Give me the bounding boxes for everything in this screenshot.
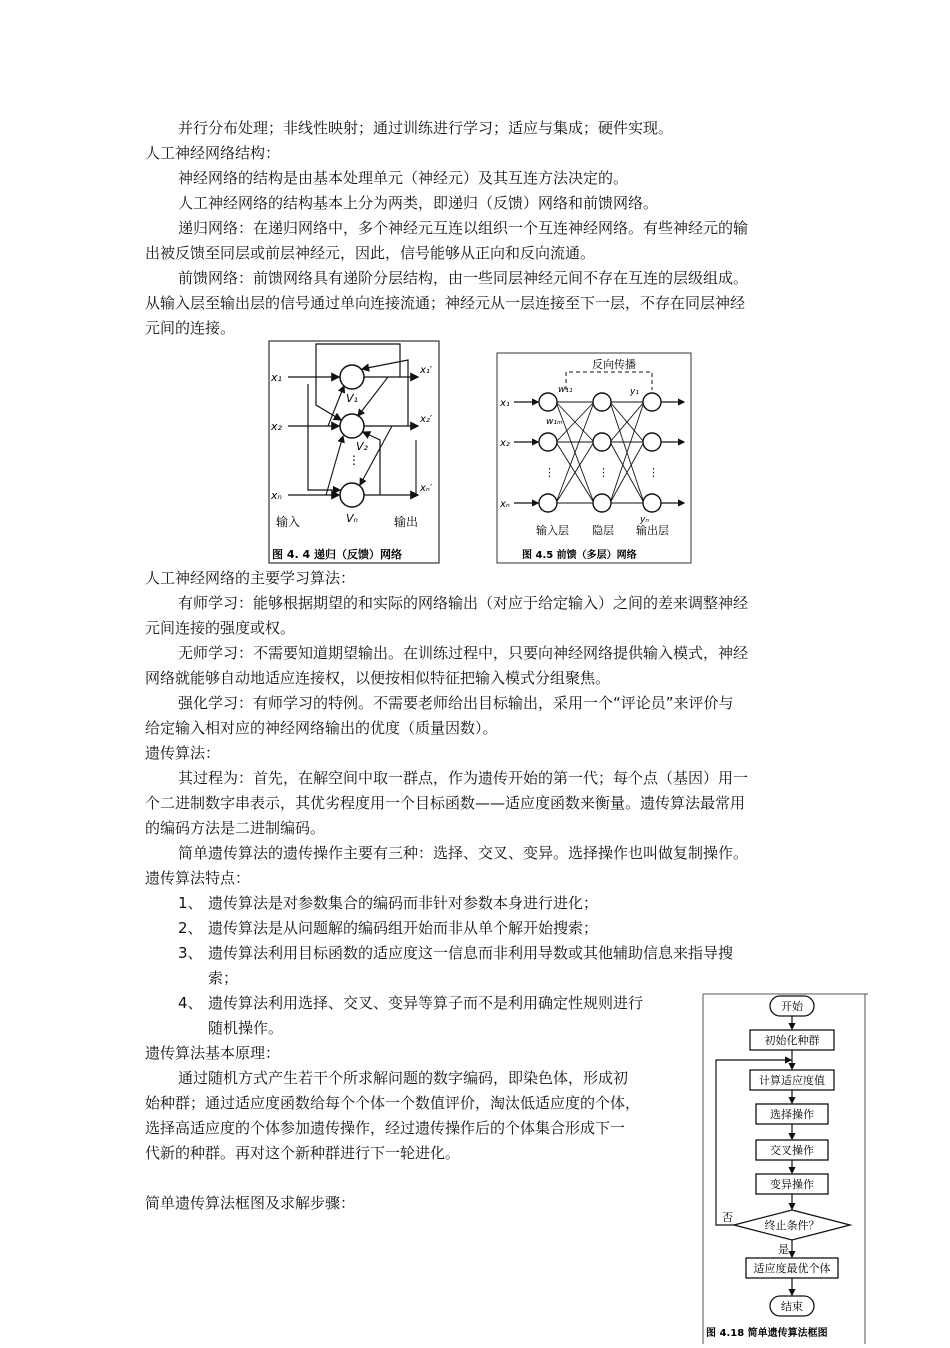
label-yn: yₙ — [640, 515, 649, 525]
label-ff-x2: x₂ — [500, 438, 510, 449]
feedforward-network-diagram — [496, 352, 692, 564]
heading-ga-features: 遗传算法特点： — [145, 869, 251, 887]
flow-mutate-label: 变异操作 — [770, 1178, 814, 1191]
list-item-3-text-cont: 索； — [208, 969, 239, 987]
list-item-2-number: 2、 — [178, 919, 203, 937]
label-v1: V₁ — [346, 392, 358, 405]
caption-fig-4-5: 图 4.5 前馈（多层）网络 — [522, 550, 637, 561]
label-ff-x1: x₁ — [500, 398, 510, 409]
flow-init-label: 初始化种群 — [764, 1034, 820, 1047]
paragraph-reinforcement-2: 给定输入相对应的神经网络输出的优度（质量因数）。 — [145, 719, 498, 737]
label-x1-out: x₁′ — [420, 365, 433, 376]
flow-cross-label: 交叉操作 — [770, 1144, 814, 1157]
label-w11: w₁₁ — [558, 385, 573, 395]
caption-fig-4-4: 图 4. 4 递归（反馈）网络 — [272, 548, 402, 561]
heading-ga: 遗传算法： — [145, 744, 221, 762]
paragraph-ga-process-2: 个二进制数字串表示，其优劣程度用一个目标函数——适应度函数来衡量。遗传算法最常用 — [145, 794, 746, 812]
label-input: 输入 — [276, 515, 301, 529]
paragraph-feedforward-2: 从输入层至输出层的信号通过单向连接流通；神经元从一层连接至下一层，不存在同层神经 — [145, 294, 746, 312]
label-v2: V₂ — [356, 440, 368, 453]
label-dots-in: ⋮ — [544, 466, 555, 479]
paragraph-reinforcement-1: 强化学习：有师学习的特例。不需要老师给出目标输出，采用一个“评论员”来评价与 — [178, 694, 734, 712]
label-dots-hidden: ⋮ — [598, 466, 609, 479]
flow-best-label: 适应度最优个体 — [753, 1262, 831, 1275]
label-xn: xₙ — [271, 489, 282, 502]
label-ff-xn: xₙ — [500, 499, 510, 510]
list-item-3-text: 遗传算法利用目标函数的适应度这一信息而非利用导数或其他辅助信息来指导搜 — [208, 944, 734, 962]
paragraph-principle-4: 代新的种群。再对这个新种群进行下一轮进化。 — [145, 1144, 461, 1162]
label-layer-output: 输出层 — [636, 524, 669, 537]
list-item-4-text: 遗传算法利用选择、交叉、变异等算子而不是利用确定性规则进行 — [208, 994, 644, 1012]
label-xn-out: xₙ′ — [420, 483, 433, 494]
paragraph-ga-operations: 简单遗传算法的遗传操作主要有三种：选择、交叉、变异。选择操作也叫做复制操作。 — [178, 844, 749, 862]
list-item-2-text: 遗传算法是从问题解的编码组开始而非从单个解开始搜索； — [208, 919, 599, 937]
heading-structure: 人工神经网络结构： — [145, 144, 281, 162]
flow-start-label: 开始 — [781, 1000, 803, 1013]
label-y1: y₁ — [630, 387, 639, 397]
figure-feedforward-network — [496, 352, 692, 564]
flow-no-label: 否 — [722, 1211, 733, 1224]
paragraph-principle-3: 选择高适应度的个体参加遗传操作，经过遗传操作后的个体集合形成下一 — [145, 1119, 626, 1137]
label-layer-hidden: 隐层 — [592, 524, 614, 537]
paragraph-recurrent-2: 出被反馈至同层或前层神经元，因此，信号能够从正向和反向流通。 — [145, 244, 596, 262]
paragraph-unsupervised-2: 网络就能够自动地适应连接权，以便按相似特征把输入模式分组聚焦。 — [145, 669, 611, 687]
paragraph-ga-process-3: 的编码方法是二进制编码。 — [145, 819, 326, 837]
list-item-4-text-cont: 随机操作。 — [208, 1019, 284, 1037]
list-item-1-text: 遗传算法是对参数集合的编码而非针对参数本身进行进化； — [208, 894, 599, 912]
label-vn: Vₙ — [346, 512, 358, 525]
label-x2: x₂ — [271, 420, 282, 433]
paragraph-unsupervised-1: 无师学习：不需要知道期望输出。在训练过程中，只要向神经网络提供输入模式，神经 — [178, 644, 749, 662]
paragraph-ga-process-1: 其过程为：首先，在解空间中取一群点，作为遗传开始的第一代；每个点（基因）用一 — [178, 769, 749, 787]
label-backprop: 反向传播 — [592, 358, 636, 371]
figure-ga-flowchart — [702, 992, 868, 1344]
caption-fig-4-18: 图 4.18 简单遗传算法框图 — [706, 1328, 828, 1339]
heading-ga-principle: 遗传算法基本原理： — [145, 1044, 281, 1062]
recurrent-network-diagram — [268, 340, 440, 564]
paragraph-supervised-1: 有师学习：能够根据期望的和实际的网络输出（对应于给定输入）之间的差来调整神经 — [178, 594, 749, 612]
heading-ga-steps: 简单遗传算法框图及求解步骤： — [145, 1194, 356, 1212]
flow-yes-label: 是 — [778, 1243, 789, 1256]
flow-select-label: 选择操作 — [770, 1108, 814, 1121]
heading-learning: 人工神经网络的主要学习算法： — [145, 569, 356, 587]
flow-condition-label: 终止条件？ — [764, 1219, 820, 1232]
paragraph-feedforward-1: 前馈网络：前馈网络具有递阶分层结构，由一些同层神经元间不存在互连的层级组成。 — [178, 269, 749, 287]
label-dots: ⋮ — [348, 453, 360, 467]
paragraph-supervised-2: 元间连接的强度或权。 — [145, 619, 296, 637]
label-dots-out: ⋮ — [648, 466, 659, 479]
list-item-4-number: 4、 — [178, 994, 203, 1012]
label-layer-input: 输入层 — [536, 524, 569, 537]
flow-fitness-label: 计算适应度值 — [759, 1074, 825, 1087]
paragraph-principle-2: 始种群；通过适应度函数给每个个体一个数值评价，淘汰低适应度的个体， — [145, 1094, 641, 1112]
paragraph-recurrent-1: 递归网络：在递归网络中，多个神经元互连以组织一个互连神经网络。有些神经元的输 — [178, 219, 749, 237]
paragraph-principle-1: 通过随机方式产生若干个所求解问题的数字编码，即染色体，形成初 — [178, 1069, 629, 1087]
label-w1m: w₁ₘ — [546, 417, 563, 427]
list-item-1-number: 1、 — [178, 894, 203, 912]
paragraph-features-list: 并行分布处理；非线性映射；通过训练进行学习；适应与集成；硬件实现。 — [178, 119, 674, 137]
ga-flowchart-diagram — [702, 992, 868, 1344]
figure-recurrent-network — [268, 340, 440, 564]
label-output: 输出 — [394, 515, 419, 529]
paragraph-feedforward-3: 元间的连接。 — [145, 319, 236, 337]
flow-end-label: 结束 — [781, 1300, 803, 1313]
list-item-3-number: 3、 — [178, 944, 203, 962]
paragraph-structure-types: 人工神经网络的结构基本上分为两类，即递归（反馈）网络和前馈网络。 — [178, 194, 659, 212]
label-x2-out: x₂′ — [420, 414, 433, 425]
paragraph-structure: 神经网络的结构是由基本处理单元（神经元）及其互连方法决定的。 — [178, 169, 629, 187]
label-x1: x₁ — [271, 371, 282, 384]
